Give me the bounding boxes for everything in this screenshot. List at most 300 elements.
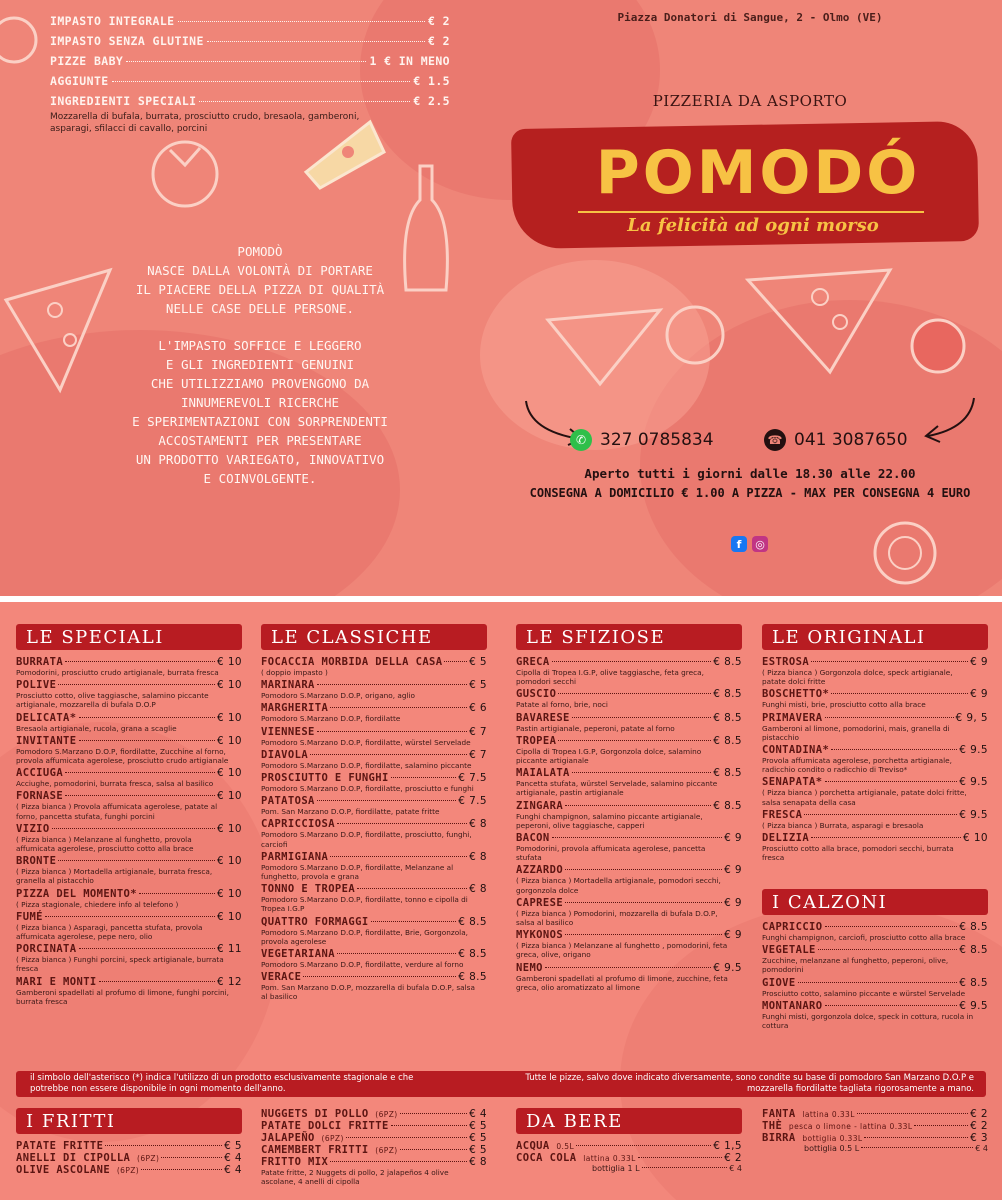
menu-item-header — [261, 656, 487, 668]
item-name: NEMO — [516, 961, 543, 974]
item-price: € 10 — [217, 734, 242, 747]
item-description: Pom. San Marzano D.O.P, mozzarella di bufala D.O.P, salsa al basilico — [261, 983, 475, 1002]
menu-item — [762, 712, 988, 742]
item-price: € 8.5 — [713, 711, 742, 724]
item-name: FUMÉ — [16, 910, 43, 923]
item-price: € 8.5 — [713, 767, 742, 780]
item-price: € 8 — [469, 850, 487, 863]
dot-leader — [79, 717, 216, 718]
item-name: MARI E MONTI — [16, 975, 97, 988]
dot-leader — [545, 967, 711, 968]
menu-item — [762, 809, 988, 830]
menu-item — [261, 702, 487, 723]
dot-leader — [371, 921, 457, 922]
dot-leader — [317, 800, 457, 801]
item-price: € 10 — [217, 767, 242, 780]
menu-item-header — [16, 888, 242, 900]
item-description: Patate al forno, brie, noci — [516, 700, 608, 710]
item-price: € 10 — [217, 887, 242, 900]
menu-item — [762, 776, 988, 806]
item-description: Pomodoro S.Marzano D.O.P, fiordilatte, Brie, Gorgonzola, provola agerolese — [261, 927, 468, 946]
item-price: € 9 — [970, 688, 988, 701]
menu-item: PATATE DOLCI FRITTE € 5 — [261, 1120, 487, 1132]
item-price: € 7 — [469, 748, 487, 761]
item-price: € 8.5 — [713, 656, 742, 668]
cover-panel — [0, 0, 1002, 596]
section-speciali — [16, 624, 242, 1008]
menu-item — [16, 823, 242, 853]
menu-item-header — [261, 772, 487, 784]
menu-panel — [0, 602, 1002, 1200]
item-name: QUATTRO FORMAGGI — [261, 915, 369, 928]
item-name: AZZARDO — [516, 864, 564, 877]
item-name: DIAVOLA — [261, 748, 309, 761]
menu-item — [16, 855, 242, 885]
brand-logo: POMODÓ — [595, 138, 921, 208]
item-price: € 9 — [724, 864, 742, 877]
item-price: € 9 — [724, 832, 742, 845]
extra-price-row: IMPASTO INTEGRALE € 2 — [50, 14, 450, 28]
dot-leader — [79, 948, 216, 949]
section-title: LE SPECIALI — [16, 624, 242, 650]
item-price: € 8 — [469, 818, 487, 831]
item-description: Zucchine, melanzane al funghetto, peperoni, olive, pomodorini — [762, 956, 949, 975]
pizza-slice-icon — [740, 262, 900, 382]
dot-leader — [825, 781, 958, 782]
menu-item — [516, 688, 742, 709]
item-description: Prosciutto cotto, olive taggiasche, salamino piccante artigianale, mozzarella di bufala D.O.P — [16, 691, 209, 710]
menu-item-header — [261, 916, 487, 928]
item-name: FRESCA — [762, 808, 803, 821]
dot-leader — [310, 754, 467, 755]
section-bere-continued — [762, 1108, 988, 1153]
item-description: Pomodoro S.Marzano D.O.P, fiordilatte, verdure al forno — [261, 960, 464, 970]
item-price: € 9.5 — [959, 744, 988, 757]
menu-item-header — [16, 656, 242, 668]
dot-leader — [825, 1005, 958, 1006]
item-price: € 8 — [469, 883, 487, 896]
menu-item — [261, 883, 487, 913]
item-price: € 10 — [217, 656, 242, 668]
item-price: € 11 — [217, 943, 242, 956]
extra-price-row: INGREDIENTI SPECIALI € 2.5 — [50, 94, 450, 108]
item-name: PROSCIUTTO E FUNGHI — [261, 772, 389, 785]
pizza-slice-icon — [540, 300, 670, 390]
item-description: Bresaola artigianale, rucola, grana a scaglie — [16, 723, 177, 733]
item-description: Pomodoro S.Marzano D.O.P, fiordilatte, salamino piccante — [261, 760, 472, 770]
item-price: € 7.5 — [458, 772, 487, 785]
menu-item-header — [516, 767, 742, 779]
item-price: € 9.5 — [959, 808, 988, 821]
dot-leader — [58, 860, 215, 861]
menu-item — [762, 1000, 988, 1030]
item-description: ( Pizza bianca ) Melanzane al funghetto , pomodorini, feta greca, olive, origano — [516, 941, 728, 960]
dot-leader — [58, 684, 215, 685]
address: Piazza Donatori di Sangue, 2 - Olmo (VE) — [617, 11, 883, 24]
item-name: MARINARA — [261, 679, 315, 692]
dot-leader — [337, 953, 456, 954]
item-price: € 9.5 — [959, 999, 988, 1012]
menu-item — [261, 749, 487, 770]
menu-item — [16, 712, 242, 733]
landline-phone[interactable]: ☎ 041 3087650 — [764, 429, 908, 451]
menu-item-header — [261, 679, 487, 691]
menu-item — [261, 948, 487, 969]
item-price: € 9 — [724, 896, 742, 909]
item-name: GUSCIO — [516, 688, 557, 701]
item-price: € 5 — [469, 656, 487, 668]
menu-item-header — [762, 944, 988, 956]
phone-icon: ☎ — [764, 429, 786, 451]
dot-leader — [552, 837, 722, 838]
item-description: Funghi misti, gorgonzola dolce, speck in cottura, rucola in cottura — [762, 1011, 974, 1031]
menu-item-header — [762, 809, 988, 821]
dot-leader — [565, 805, 711, 806]
menu-item — [261, 916, 487, 946]
section-title: LE ORIGINALI — [762, 624, 988, 650]
menu-item — [516, 897, 742, 927]
item-price: € 8.5 — [458, 971, 487, 984]
menu-item-header — [762, 712, 988, 724]
extra-price-row: AGGIUNTE € 1.5 — [50, 74, 450, 88]
mobile-phone[interactable]: ✆ 327 0785834 — [570, 429, 714, 451]
item-price: € 8.5 — [713, 734, 742, 747]
item-name: MAIALATA — [516, 767, 570, 780]
item-description: ( Pizza bianca ) Burrata, asparagi e bresaola — [762, 820, 924, 830]
menu-item: FANTA lattina 0.33L € 2 — [762, 1108, 988, 1120]
item-name: MONTANARO — [762, 999, 823, 1012]
item-name: CAPRICCIOSA — [261, 818, 335, 831]
menu-item — [516, 864, 742, 894]
item-name: DELIZIA — [762, 832, 810, 845]
section-classiche — [261, 624, 487, 1004]
menu-item — [261, 795, 487, 816]
item-price: € 12 — [217, 975, 242, 988]
item-price: € 8.5 — [713, 799, 742, 812]
menu-item — [762, 656, 988, 686]
item-name: ESTROSA — [762, 656, 810, 668]
item-name: CAPRICCIO — [762, 921, 823, 933]
menu-item: NUGGETS DI POLLO (6PZ) € 4 — [261, 1108, 487, 1120]
item-description: Cipolla di Tropea I.G.P, olive taggiasche, feta greca, pomodori secchi — [516, 668, 704, 687]
menu-item: PATATE FRITTE € 5 — [16, 1140, 242, 1152]
menu-item-header — [261, 948, 487, 960]
item-description: Gamberoni al limone, pomodorini, mais, granella di pistacchio — [762, 723, 950, 742]
dot-leader — [337, 823, 467, 824]
seasonal-note: il simbolo dell'asterisco (*) indica l'utilizzo di un prodotto esclusivamente stagionale e che potrebbe non essere disponibile in ogni momento dell'anno. — [30, 1073, 414, 1094]
notes-bar — [16, 1071, 986, 1097]
item-name: GIOVE — [762, 976, 796, 989]
extra-price-row: IMPASTO SENZA GLUTINE € 2 — [50, 34, 450, 48]
item-name: CAPRESE — [516, 896, 564, 909]
item-name: BAVARESE — [516, 711, 570, 724]
item-price: € 9 — [970, 656, 988, 668]
menu-item-header — [516, 832, 742, 844]
menu-item — [516, 735, 742, 765]
item-description: ( doppio impasto ) — [261, 668, 328, 677]
dot-leader — [65, 772, 215, 773]
menu-item — [762, 832, 988, 862]
menu-item-header — [261, 749, 487, 761]
arrow-icon — [920, 392, 980, 447]
item-price: € 9, 5 — [955, 711, 988, 724]
menu-item-header — [762, 977, 988, 989]
menu-item — [516, 656, 742, 686]
item-description: Funghi misti, brie, prosciutto cotto alla brace — [762, 700, 926, 710]
menu-item-header — [261, 726, 487, 738]
menu-item: BIRRA bottiglia 0.33L € 3 — [762, 1132, 988, 1144]
menu-item — [762, 921, 988, 942]
section-originali — [762, 624, 988, 864]
dot-leader — [317, 731, 467, 732]
item-name: VIENNESE — [261, 725, 315, 738]
item-name: ACCIUGA — [16, 767, 64, 780]
item-name: MARGHERITA — [261, 702, 329, 715]
menu-item — [516, 962, 742, 992]
menu-item-header — [516, 864, 742, 876]
item-price: € 8.5 — [959, 976, 988, 989]
item-description: Pomodoro S.Marzano D.O.P, origano, aglio — [261, 691, 416, 701]
section-title: I FRITTI — [16, 1108, 242, 1134]
menu-item — [516, 832, 742, 862]
menu-item: THÈ pesca o limone - lattina 0.33L € 2 — [762, 1120, 988, 1132]
dot-leader — [818, 949, 958, 950]
item-description: Pomodoro S.Marzano D.O.P, fiordilatte, Zucchine al forno, provola affumicata agerolese, prosciutto crudo artigianale — [16, 746, 229, 766]
item-description: Pom. San Marzano D.O.P, fiordilatte, patate fritte — [261, 807, 440, 817]
menu-item-header — [762, 744, 988, 756]
dot-leader — [330, 856, 467, 857]
dot-leader — [65, 661, 215, 662]
menu-item-header — [762, 921, 988, 933]
menu-item — [16, 888, 242, 909]
menu-item-header — [762, 1000, 988, 1012]
item-price: € 5 — [469, 679, 487, 692]
item-price: € 10 — [217, 855, 242, 868]
item-description: ( Pizza bianca ) Asparagi, pancetta stufata, provola affumicata agerolese, pepe nero, olio — [16, 922, 203, 942]
tomato-icon — [660, 300, 730, 370]
menu-item-header — [16, 767, 242, 779]
menu-item-header — [16, 823, 242, 835]
dot-leader — [52, 828, 215, 829]
item-description: ( Pizza bianca ) Funghi porcini, speck artigianale, burrata fresca — [16, 955, 224, 974]
menu-item-header — [762, 776, 988, 788]
dot-leader — [572, 772, 712, 773]
item-name: BACON — [516, 832, 550, 845]
item-name: TROPEA — [516, 734, 557, 747]
item-description: Prosciutto cotto alla brace, pomodori secchi, burrata fresca — [762, 844, 954, 863]
menu-item — [762, 688, 988, 709]
menu-item-variant: bottiglia 0.5 L € 4 — [804, 1144, 988, 1153]
menu-item-header — [16, 712, 242, 724]
dot-leader — [558, 740, 711, 741]
menu-item-header — [762, 832, 988, 844]
item-description: Funghi champignon, carciofi, prosciutto cotto alla brace — [762, 933, 966, 942]
item-name: POLIVE — [16, 679, 57, 692]
menu-item-header — [16, 911, 242, 923]
item-name: PARMIGIANA — [261, 850, 329, 863]
instagram-icon[interactable]: ◎ — [752, 536, 768, 552]
item-description: Pomodoro S.Marzano D.O.P, fiordilatte, prosciutto e funghi — [261, 784, 474, 794]
dot-leader — [357, 888, 467, 889]
menu-item — [16, 943, 242, 973]
item-description: Provola affumicata agerolese, porchetta artigianale, radicchio condito o radicchio di Treviso* — [762, 756, 952, 775]
menu-item-header — [762, 688, 988, 700]
menu-item-header — [16, 790, 242, 802]
item-name: BRONTE — [16, 855, 57, 868]
item-name: PATATOSA — [261, 795, 315, 808]
menu-item-header — [261, 818, 487, 830]
item-description: Pomodoro S.Marzano D.O.P, fiordilatte, würstel Servelade — [261, 737, 471, 747]
item-description: ( Pizza bianca ) Melanzane al funghetto, provola affumicata agerolese, prosciutto cotto alla brace — [16, 834, 194, 854]
item-price: € 8.5 — [713, 688, 742, 701]
section-sfiziose — [516, 624, 742, 994]
item-name: TONNO E TROPEA — [261, 883, 356, 896]
item-description: ( Pizza bianca ) Pomodorini, mozzarella di bufala D.O.P, salsa al basilico — [516, 908, 718, 928]
item-name: VEGETALE — [762, 944, 816, 957]
section-title: DA BERE — [516, 1108, 742, 1134]
menu-item-header — [16, 679, 242, 691]
dot-leader — [798, 982, 958, 983]
dot-leader — [139, 893, 215, 894]
menu-item-header — [16, 943, 242, 955]
special-ingredients-note: Mozzarella di bufala, burrata, prosciutto crudo, bresaola, gamberoni, asparagi, sfilacci di cavallo, porcini — [50, 112, 360, 134]
item-price: € 6 — [469, 702, 487, 715]
item-price: € 9 — [724, 929, 742, 942]
menu-item — [16, 735, 242, 765]
item-name: INVITANTE — [16, 734, 77, 747]
item-description: Funghi champignon, salamino piccante artigianale, peperoni, olive taggiasche, capperi — [516, 811, 703, 830]
menu-item: OLIVE ASCOLANE (6PZ) € 4 — [16, 1164, 242, 1176]
item-description: Pomodoro S.Marzano D.O.P, fiordilatte, prosciutto, funghi, carciofi — [261, 830, 472, 849]
dot-leader — [825, 926, 958, 927]
salami-icon — [908, 316, 968, 376]
menu-item-header — [762, 656, 988, 668]
dot-leader — [303, 976, 456, 977]
dot-leader — [572, 717, 712, 718]
item-name: FORNASE — [16, 790, 64, 803]
menu-item — [16, 656, 242, 677]
item-description: Pancetta stufata, würstel Servelade, salamino piccante artigianale, pastin artigianale — [516, 779, 718, 798]
item-description: Cipolla di Tropea I.G.P, Gorgonzola dolce, salamino piccante artigianale — [516, 746, 702, 766]
menu-item — [16, 976, 242, 1006]
item-name: DELICATA* — [16, 711, 77, 724]
section-title: LE SFIZIOSE — [516, 624, 742, 650]
menu-item-header — [261, 795, 487, 807]
menu-item: ANELLI DI CIPOLLA (6PZ) € 4 — [16, 1152, 242, 1164]
section-bere — [516, 1108, 742, 1173]
extra-price-row: PIZZE BABY 1 € IN MENO — [50, 54, 450, 68]
menu-item: COCA COLA lattina 0.33L € 2 — [516, 1152, 742, 1164]
menu-item-header — [516, 735, 742, 747]
item-description: Pastin artigianale, peperoni, patate al forno — [516, 723, 675, 733]
item-name: ZINGARA — [516, 799, 564, 812]
item-price: € 10 — [963, 832, 988, 845]
dot-leader — [811, 661, 968, 662]
item-description: Patate fritte, 2 Nuggets di pollo, 2 jalapeños 4 olive ascolane, 4 anelli di cipolla — [261, 1168, 449, 1187]
item-description: Pomodorini, prosciutto crudo artigianale, burrata fresca — [16, 668, 219, 677]
menu-item — [762, 744, 988, 774]
section-title: LE CLASSICHE — [261, 624, 487, 650]
item-name: CONTADINA* — [762, 744, 830, 757]
tomato-icon — [140, 130, 230, 210]
menu-item-header — [516, 712, 742, 724]
menu-item-header — [516, 929, 742, 941]
item-price: € 7 — [469, 725, 487, 738]
item-price: € 10 — [217, 822, 242, 835]
dot-leader — [831, 749, 957, 750]
item-name: PORCINATA — [16, 943, 77, 956]
item-price: € 8.5 — [458, 915, 487, 928]
item-description: Pomodorini, provola affumicata agerolese, pancetta stufata — [516, 844, 706, 863]
menu-item — [516, 712, 742, 733]
item-description: Pomodoro S.Marzano D.O.P, fiordilatte, tonno e cipolla di Tropea I.G.P — [261, 895, 468, 914]
delivery-info: CONSEGNA A DOMICILIO € 1.00 A PIZZA - MAX PER CONSEGNA 4 EURO — [529, 486, 971, 500]
menu-item — [762, 944, 988, 974]
item-description: ( Pizza stagionale, chiedere info al telefono ) — [16, 899, 179, 909]
slogan: La felicità ad ogni morso — [627, 215, 879, 236]
menu-item-header — [261, 851, 487, 863]
dot-leader — [565, 934, 722, 935]
item-name: VIZIO — [16, 822, 50, 835]
facebook-icon[interactable]: f — [731, 536, 747, 552]
dot-leader — [552, 661, 712, 662]
item-price: € 10 — [217, 790, 242, 803]
item-description: Gamberoni spadellati al profumo di limone, funghi porcini, burrata fresca — [16, 987, 229, 1006]
menu-item: CAMEMBERT FRITTI (6PZ) € 5 — [261, 1144, 487, 1156]
item-price: € 10 — [217, 910, 242, 923]
item-price: € 8.5 — [959, 944, 988, 957]
menu-item — [261, 851, 487, 881]
item-description: ( Pizza bianca ) Mortadella artigianale, burrata fresca, granella al pistacchio — [16, 867, 213, 886]
dot-leader — [317, 684, 467, 685]
menu-item — [261, 726, 487, 747]
story-paragraph: L'IMPASTO SOFFICE E LEGGERO E GLI INGREDIENTI GENUINI CHE UTILIZZIAMO PROVENGONO DA INNUMEREVOLI RICERCHE E SPERIMENTAZIONI CON SORPRENDENTI ACCOSTAMENTI PER PRESENTARE UN PRODOTTO VARIEGATO, INNOVATIVO E COINVOLGENTE. — [132, 338, 388, 486]
menu-item — [261, 656, 487, 677]
section-fritti — [16, 1108, 242, 1176]
item-price: € 8.5 — [458, 948, 487, 961]
item-description: Gamberoni spadellati al profumo di limone, zucchine, feta greca, olio aromatizzato al limone — [516, 973, 728, 992]
dot-leader — [811, 837, 961, 838]
tomato-slice-icon — [870, 518, 940, 588]
item-price: € 9.5 — [959, 776, 988, 789]
story-paragraph: POMODÒ NASCE DALLA VOLONTÀ DI PORTARE IL PIACERE DELLA PIZZA DI QUALITÀ NELLE CASE DELLE PERSONE. — [135, 244, 385, 316]
menu-item-header — [516, 800, 742, 812]
dot-leader — [565, 869, 722, 870]
whatsapp-icon: ✆ — [570, 429, 592, 451]
item-name: GRECA — [516, 656, 550, 668]
menu-item — [16, 790, 242, 820]
tomato-icon — [0, 10, 40, 70]
dot-leader — [79, 740, 216, 741]
dot-leader — [804, 814, 957, 815]
dot-leader — [99, 981, 215, 982]
menu-item-header — [16, 855, 242, 867]
menu-item — [261, 772, 487, 793]
item-name: BOSCHETTO* — [762, 688, 830, 701]
dot-leader — [565, 902, 722, 903]
dot-leader — [825, 717, 954, 718]
item-price: € 8.5 — [959, 921, 988, 933]
item-price: € 10 — [217, 679, 242, 692]
item-name: MYKONOS — [516, 929, 564, 942]
menu-item — [16, 679, 242, 709]
menu-item-header — [516, 962, 742, 974]
menu-item-header — [516, 656, 742, 668]
menu-item — [516, 800, 742, 830]
menu-item: FRITTO MIX € 8 — [261, 1156, 487, 1168]
menu-item-header — [261, 883, 487, 895]
section-calzoni — [762, 889, 988, 1032]
